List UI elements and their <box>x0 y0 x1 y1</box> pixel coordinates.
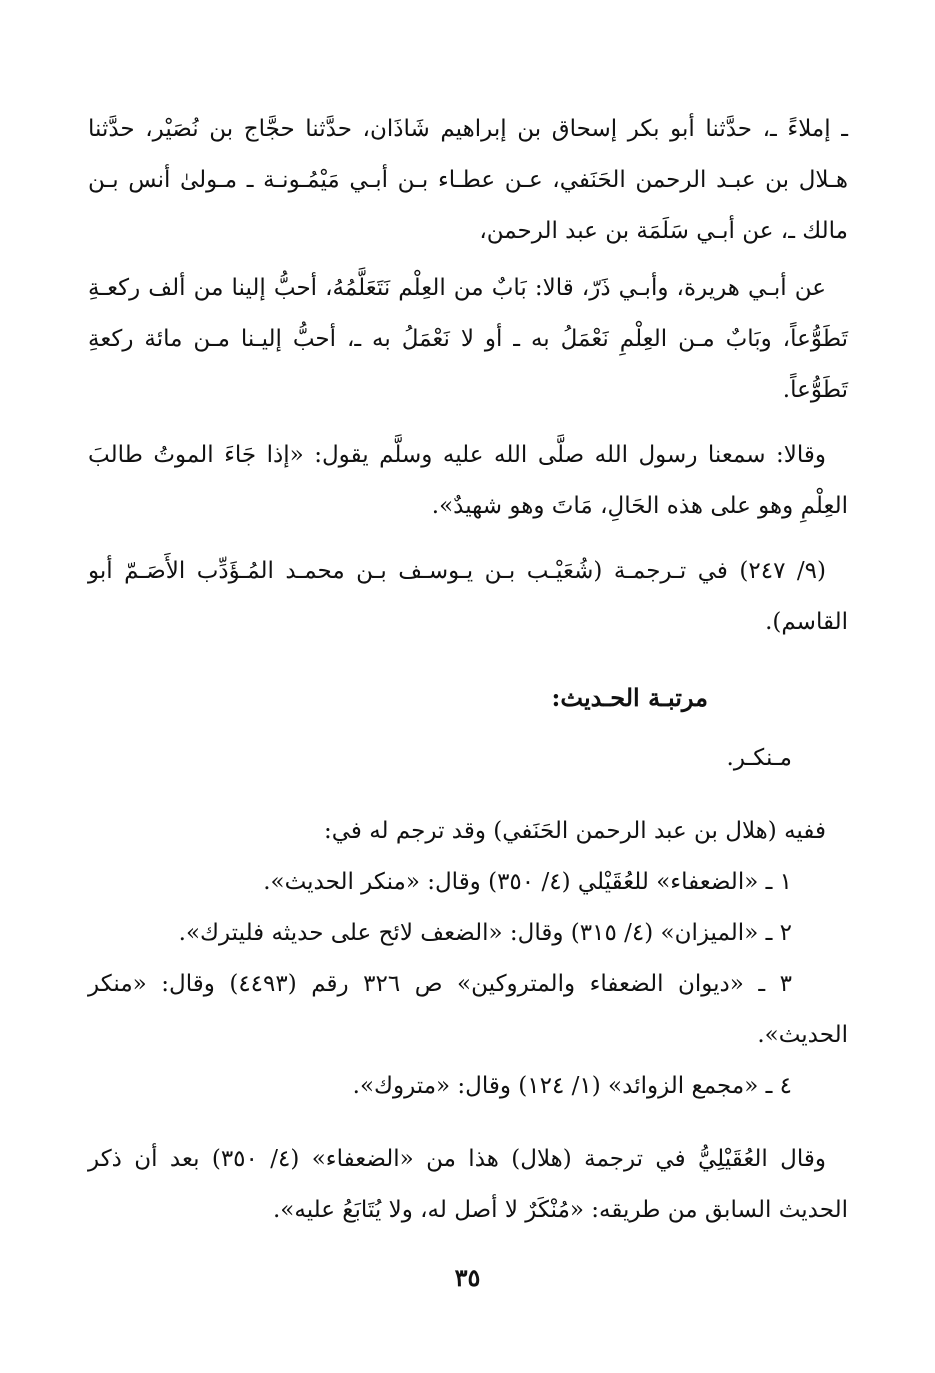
page-number: ٣٥ <box>454 1263 481 1292</box>
reason-paragraph: ففيه (هلال بن عبد الرحمن الحَنَفي) وقد ترجم له في: <box>323 818 826 844</box>
source-item-1: ١ ـ «الضعفاء» للعُقَيْلي (٤/ ٣٥٠) وقال: «منكر الحديث». <box>263 869 792 895</box>
hadith-paragraph: وقالا: سمعنا رسول الله صلَّى الله عليه وسلَّم يقول: «إذا جَاءَ الموتُ طالبَ العِلْمِ وهو على هذه الحَالِ، مَاتَ وهو شهيدٌ». <box>88 442 848 519</box>
page-body <box>88 104 848 1236</box>
matn-paragraph: عن أبـي هريرة، وأبـي ذَرّ، قالا: بَابٌ من العِلْم نَتَعَلَّمُهُ، أحبُّ إلينا من ألف ركعـةِ تَطَوُّعاً، وبَابٌ مـن العِلْمِ نَعْمَلُ به ـ أو لا نَعْمَلُ به ـ، أحبُّ إليـنا مـن مائة ركعةِ تَطَوُّعاً. <box>88 275 848 403</box>
reference-paragraph: (٩/ ٢٤٧) في تـرجمـة (شُعَيْـب بـن يـوسـف بـن محمـد المُـؤَدِّب الأَصَـمّ أبو القاسم). <box>88 558 848 635</box>
source-item-4: ٤ ـ «مجمع الزوائد» (١/ ١٢٤) وقال: «متروك». <box>352 1073 792 1099</box>
source-item-3: ٣ ـ «ديوان الضعفاء والمتروكين» ص ٣٢٦ رقم (٤٤٩٣) وقال: «منكر الحديث». <box>88 971 848 1048</box>
isnad-paragraph: ـ إملاءً ـ، حدَّثنا أبو بكر إسحاق بن إبراهيم شَاذَان، حدَّثنا حجَّاج بن نُصَيْر، حدَّثنا هـلال بن عبـد الرحمن الحَنَفي، عـن عطـاء بـن أبـي مَيْمُـونـة ـ مـولىٰ أنس بـن مالك ـ، عن أبـي سَلَمَة بن عبد الرحمن، <box>88 116 848 244</box>
closing-paragraph: وقال العُقَيْلِيُّ في ترجمة (هلال) هذا من «الضعفاء» (٤/ ٣٥٠) بعد أن ذكر الحديث السابق من طريقه: «مُنْكَرٌ لا أصل له، ولا يُتَابَعُ عليه». <box>88 1146 848 1223</box>
source-item-2: ٢ ـ «الميزان» (٤/ ٣١٥) وقال: «الضعف لائح على حديثه فليترك». <box>178 920 792 946</box>
grade-heading: مرتبـة الحـديث: <box>551 683 708 712</box>
grade-text: مـنكـر. <box>726 745 792 771</box>
